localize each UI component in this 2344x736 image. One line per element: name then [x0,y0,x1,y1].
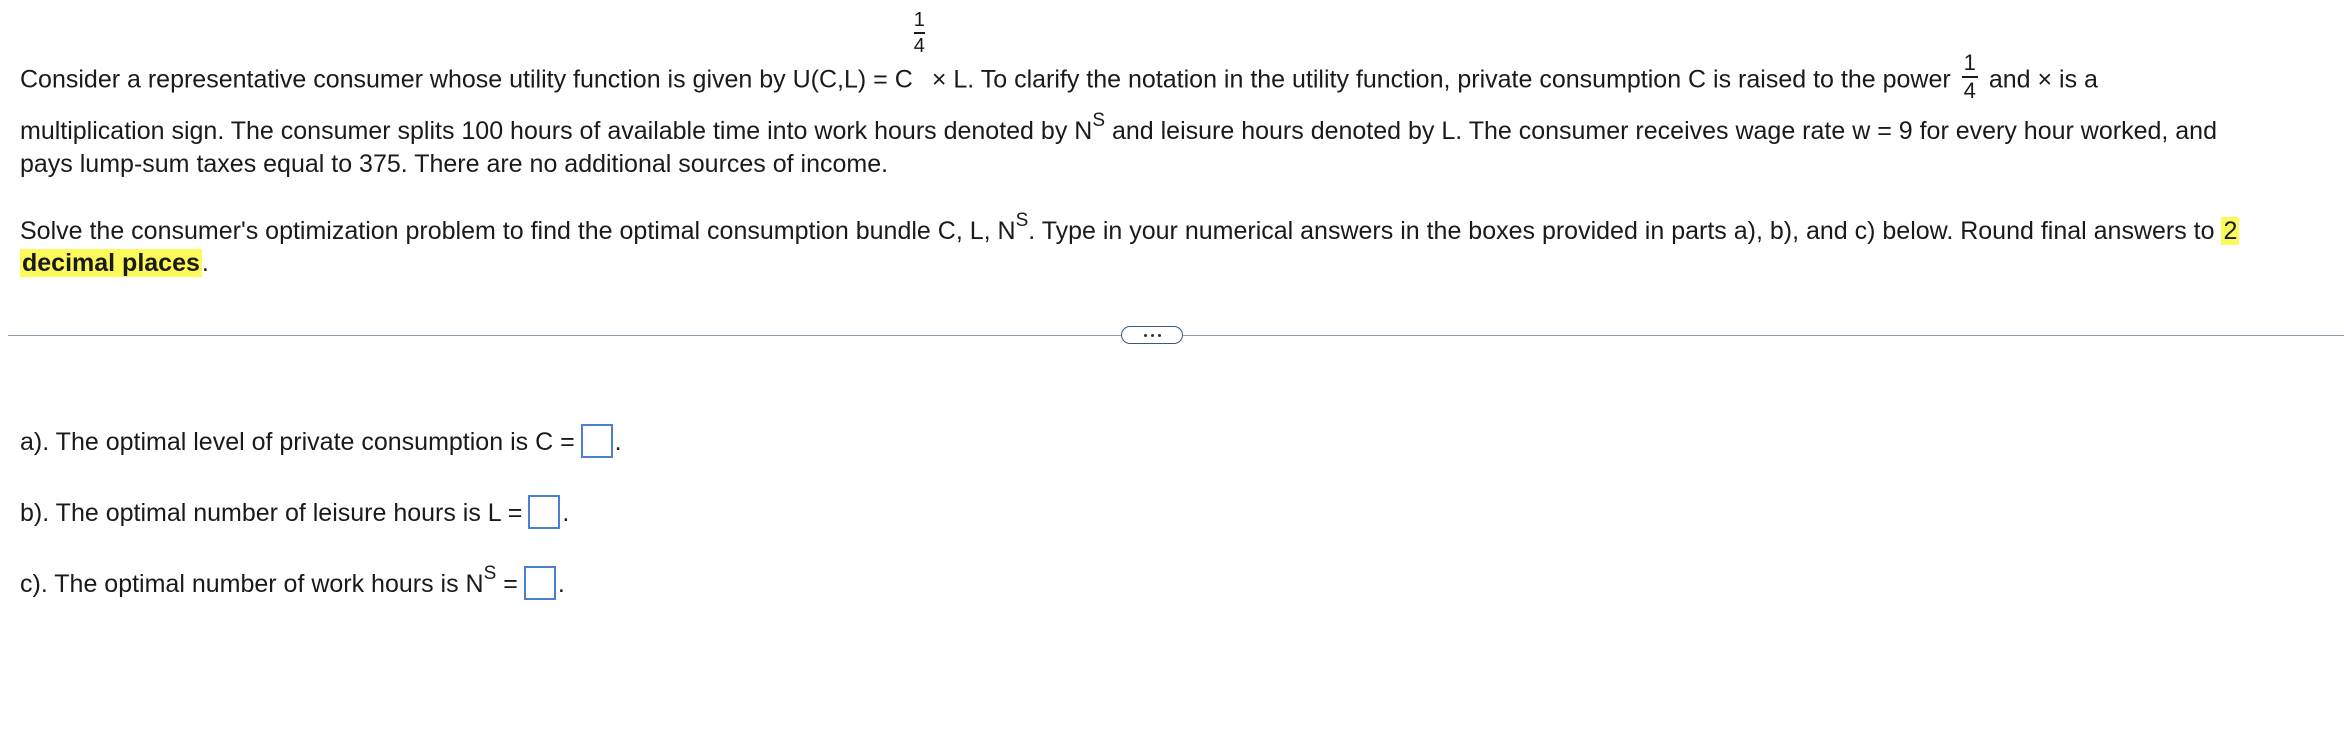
fraction-bar [914,32,925,34]
question-b [20,496,569,531]
period: . [562,499,570,527]
problem-text: multiplication sign. The consumer splits 100 hours of available time into work hours denoted by N [20,117,1093,145]
problem-text: pays lump-sum taxes equal to 375. There are no additional sources of income. [20,150,889,178]
superscript-s: S [1015,209,1029,231]
fraction-numerator: 1 [1963,50,1976,75]
problem-text: × L. To clarify the notation in the utility function, private consumption C is raised to the power [924,65,1958,94]
problem-text: and leisure hours denoted by L. The consumer receives wage rate w = 9 for every hour worked, and [1105,117,2217,145]
instructions-text: . [201,249,209,277]
exponent-denominator: 4 [913,35,925,57]
instructions-text: . Type in your numerical answers in the boxes provided in parts a), b), and c) below. Round final answers to [1028,217,2222,245]
answer-input-c[interactable] [581,424,613,458]
period: . [557,570,565,598]
expand-more-button[interactable] [1121,326,1183,344]
instructions-text: Solve the consumer's optimization problem to find the optimal consumption bundle C, L, N [20,217,1016,245]
question-b-text: b). The optimal number of leisure hours is L = [20,499,523,527]
highlighted-text: decimal places [22,249,200,277]
fraction-denominator: 4 [1963,78,1976,103]
question-a-text: a). The optimal level of private consumption is C = [20,428,575,456]
problem-line-1 [20,9,2098,107]
power-fraction [1962,51,1978,103]
ellipsis-icon [1158,334,1161,337]
exponent-numerator: 1 [913,9,925,31]
ellipsis-icon [1151,334,1154,337]
answer-input-l[interactable] [528,495,560,529]
exponent-fraction [914,9,925,57]
problem-text: and × is a [1981,65,2098,94]
answer-input-ns[interactable] [524,566,556,600]
ellipsis-icon [1144,334,1147,337]
question-a [20,425,622,460]
superscript-s: S [483,562,497,584]
period: . [614,428,622,456]
question-c-equals: = [496,570,518,598]
highlighted-text: 2 [2223,217,2238,245]
superscript-s: S [1092,109,1106,131]
problem-text: Consider a representative consumer whose utility function is given by U(C,L) = C [20,65,913,94]
question-c [20,562,565,602]
question-c-text: c). The optimal number of work hours is N [20,570,484,598]
